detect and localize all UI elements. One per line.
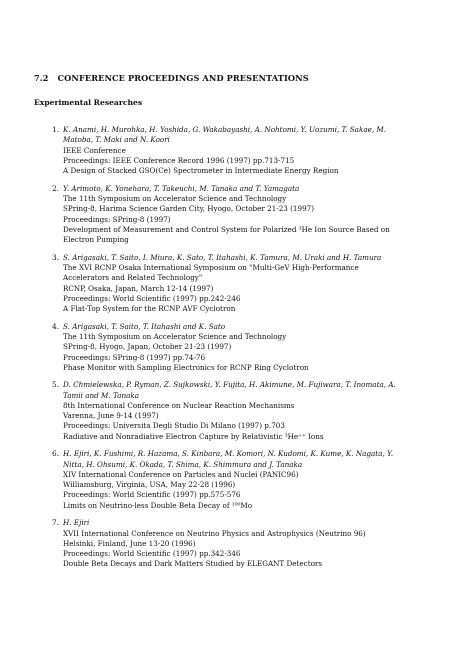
entry-conference: IEEE Conference <box>63 145 126 155</box>
entry-conference: The 11th Symposium on Accelerator Science and Technology <box>63 331 287 341</box>
entry-place: SPring-8, Hyogo, Japan, October 21-23 (1997) <box>63 342 232 352</box>
entry-proceedings: Proceedings: IEEE Conference Record 1996 (1997) pp.713-715 <box>63 155 295 165</box>
subsection-heading: Experimental Researches <box>34 98 143 107</box>
list-item <box>52 380 404 442</box>
list-item <box>52 518 404 569</box>
entry-proceedings: Proceedings: World Scientific (1997) pp.242-246 <box>63 293 241 303</box>
entry-proceedings: Proceedings: World Scientific (1997) pp.575-576 <box>63 490 241 500</box>
entry-title: A Flat-Top System for the RCNP AVF Cyclotron <box>63 304 236 314</box>
entry-title: Limits on Neutrino-less Double Beta Decay of ¹⁰⁰Mo <box>63 500 253 510</box>
entry-title: Development of Measurement and Control System for Polarized ³He Ion Source Based on Electron Pumping <box>63 224 390 245</box>
entry-number: 6. <box>52 449 60 459</box>
entry-authors: D. Chmielewska, P. Ryman, Z. Sujkowski, Y. Fujita, H. Akimune, M. Fujiwara, T. Inomata, A. Tamii and M. Tanaka <box>63 380 396 400</box>
entry-conference: XVII International Conference on Neutrino Physics and Astrophysics (Neutrino 96) <box>63 528 366 538</box>
section-number: 7.2 <box>34 73 49 83</box>
entry-authors: S. Arigasaki, T. Saito, I. Miura, K. Sato, T. Itahashi, K. Tamura, M. Uraki and H. Tamura <box>63 252 382 262</box>
entry-place: Varenna, June 9-14 (1997) <box>63 411 159 421</box>
entry-title: A Design of Stacked GSO(Ce) Spectrometer in Intermediate Energy Region <box>63 166 339 176</box>
entry-place: SPring-8, Harima Science Garden City, Hyogo, October 21-23 (1997) <box>63 204 315 214</box>
entry-conference: XIV International Conference on Particles and Nuclei (PANIC96) <box>63 469 299 479</box>
entry-proceedings: Proceedings: Universita Degli Studio Di Milano (1997) p.703 <box>63 421 285 431</box>
entry-proceedings: Proceedings: World Scientific (1997) pp.342-346 <box>63 549 241 559</box>
entry-proceedings: Proceedings: SPring-8 (1997) pp.74-76 <box>63 352 206 362</box>
list-item <box>52 322 404 373</box>
list-item <box>52 184 404 246</box>
entry-conference: The XVI RCNP Osaka International Symposium on "Multi-GeV High-Performance Accelerators and Related Technology" <box>63 262 359 283</box>
entry-conference: 8th International Conference on Nuclear Reaction Mechanisms <box>63 400 295 410</box>
entry-authors: S. Arigasaki, T. Saito, T. Itahashi and K. Sato <box>63 321 226 331</box>
entry-number: 1. <box>52 125 60 134</box>
entry-place: Helsinki, Finland, June 13-20 (1996) <box>63 538 196 548</box>
section-title: CONFERENCE PROCEEDINGS AND PRESENTATIONS <box>57 73 309 83</box>
entry-authors: H. Ejiri, K. Fushimi, R. Hazama, S. Kinbara, M. Komori, N. Kudomi, K. Kume, K. Nagata, Y. Nitta, H. Ohsumi, K. Okada, T. Shima, K. Shimmura and J. Tanaka <box>63 449 394 469</box>
entry-place: RCNP, Osaka, Japan, March 12-14 (1997) <box>63 283 214 293</box>
entry-number: 2. <box>52 183 60 193</box>
entry-list <box>52 125 404 577</box>
entry-authors: K. Anami, H. Murohka, H. Yoshida, G. Wakabayashi, A. Nohtomi, Y. Uozumi, T. Sakae, M. Matoba, T. Maki and N. Koori <box>63 125 387 145</box>
section-heading <box>34 73 309 83</box>
entry-conference: The 11th Symposium on Accelerator Science and Technology <box>63 193 287 203</box>
entry-number: 7. <box>52 518 60 528</box>
entry-number: 5. <box>52 380 60 390</box>
entry-title: Radiative and Nonradiative Electron Capture by Relativistic ³He⁺⁺ Ions <box>63 431 324 441</box>
list-item <box>52 125 404 176</box>
entry-place: Williamsburg, Virginia, USA, May 22-28 (1996) <box>63 480 236 490</box>
list-item <box>52 449 404 511</box>
entry-authors: Y. Arimoto, K. Yonehara, T. Takeuchi, M. Tanaka and T. Yamagata <box>63 183 300 193</box>
entry-proceedings: Proceedings: SPring-8 (1997) <box>63 214 171 224</box>
entry-title: Double Beta Decays and Dark Matters Studied by ELEGANT Detectors <box>63 559 323 569</box>
entry-number: 3. <box>52 252 60 262</box>
entry-number: 4. <box>52 321 60 331</box>
list-item <box>52 253 404 315</box>
entry-title: Phase Monitor with Sampling Electronics for RCNP Ring Cyclotron <box>63 362 309 372</box>
entry-authors: H. Ejiri <box>63 518 90 528</box>
